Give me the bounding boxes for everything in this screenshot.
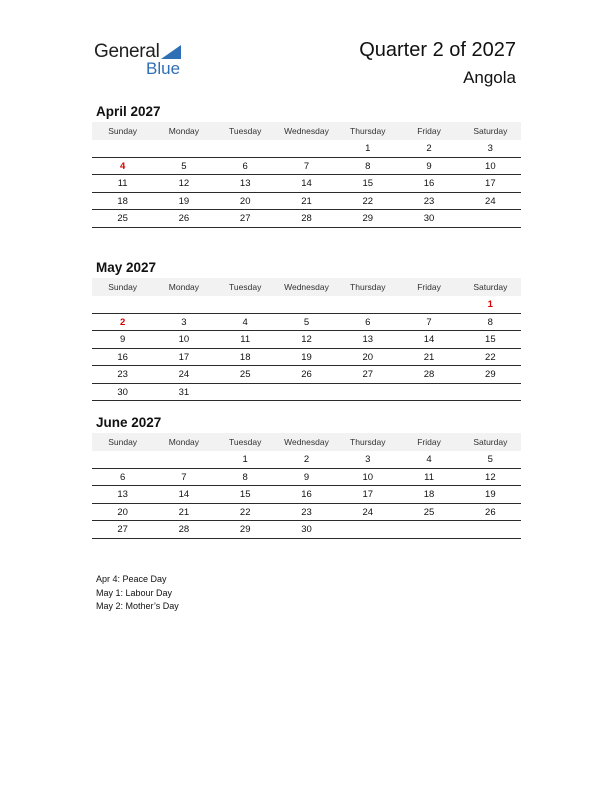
week-row bbox=[92, 193, 521, 211]
day-cell: 17 bbox=[485, 178, 496, 189]
day-cell bbox=[460, 210, 521, 227]
weekday-label: Tuesday bbox=[229, 437, 262, 447]
calendar-grid bbox=[92, 278, 521, 401]
day-cell: 14 bbox=[423, 334, 435, 345]
day-cell: 21 bbox=[301, 195, 312, 207]
day-cell: 10 bbox=[485, 160, 496, 172]
day-cell: 9 bbox=[426, 160, 432, 172]
day-cell: 16 bbox=[301, 489, 312, 500]
day-cell: 11 bbox=[117, 178, 128, 189]
day-cell: 5 bbox=[487, 454, 493, 465]
week-row bbox=[92, 296, 521, 314]
day-cell: 7 bbox=[303, 160, 310, 172]
day-cell: 3 bbox=[365, 454, 371, 465]
day-cell: 7 bbox=[426, 316, 432, 328]
weekday-label: Monday bbox=[168, 437, 200, 447]
calendar-grid bbox=[92, 122, 521, 228]
weekday-label: Friday bbox=[417, 437, 441, 447]
day-cell bbox=[398, 296, 459, 313]
logo-general-text: General bbox=[94, 41, 160, 62]
weekday-label: Friday bbox=[417, 282, 441, 292]
day-cell: 19 bbox=[301, 351, 312, 363]
day-cell: 22 bbox=[485, 351, 496, 363]
day-cell: 20 bbox=[362, 351, 374, 363]
day-cell: 15 bbox=[362, 178, 374, 189]
day-cell: 2 bbox=[426, 143, 432, 154]
day-cell: 24 bbox=[178, 369, 190, 380]
day-cell: 21 bbox=[178, 506, 190, 518]
day-cell: 24 bbox=[362, 506, 374, 518]
week-row bbox=[92, 175, 521, 193]
day-cell: 18 bbox=[423, 489, 435, 500]
day-cell: 4 bbox=[426, 454, 432, 465]
week-row bbox=[92, 349, 521, 367]
day-cell: 1 bbox=[242, 454, 248, 465]
day-cell bbox=[92, 451, 153, 468]
day-cell bbox=[153, 451, 214, 468]
day-cell bbox=[398, 521, 459, 538]
day-cell bbox=[337, 521, 398, 538]
day-cell: 28 bbox=[178, 524, 190, 535]
week-row bbox=[92, 140, 521, 158]
day-cell: 15 bbox=[485, 334, 496, 345]
day-cell bbox=[276, 296, 337, 313]
holiday-note: Apr 4: Peace Day bbox=[96, 574, 167, 584]
weekday-label: Thursday bbox=[350, 282, 386, 292]
day-cell: 25 bbox=[117, 213, 128, 224]
week-row bbox=[92, 314, 521, 332]
day-cell: 13 bbox=[362, 334, 374, 345]
day-cell: 10 bbox=[362, 471, 374, 483]
day-cell: 23 bbox=[301, 506, 312, 518]
day-cell: 12 bbox=[485, 471, 496, 483]
weekday-label: Tuesday bbox=[229, 126, 262, 136]
week-row bbox=[92, 486, 521, 504]
day-cell: 2 bbox=[119, 316, 126, 328]
day-cell: 20 bbox=[239, 195, 251, 207]
day-cell: 3 bbox=[181, 316, 187, 328]
weekday-label: Sunday bbox=[108, 437, 138, 447]
day-cell: 18 bbox=[117, 195, 128, 207]
day-cell: 22 bbox=[362, 195, 374, 207]
day-cell: 9 bbox=[119, 334, 126, 345]
day-cell: 13 bbox=[117, 489, 128, 500]
weekday-header bbox=[92, 122, 521, 140]
day-cell: 24 bbox=[485, 195, 496, 207]
day-cell: 30 bbox=[423, 213, 435, 224]
week-row bbox=[92, 331, 521, 349]
day-cell: 5 bbox=[181, 160, 187, 172]
day-cell bbox=[153, 296, 214, 313]
day-cell: 29 bbox=[485, 369, 496, 380]
day-cell: 7 bbox=[181, 471, 187, 483]
day-cell: 17 bbox=[362, 489, 374, 500]
day-cell bbox=[337, 296, 398, 313]
day-cell: 22 bbox=[239, 506, 251, 518]
weekday-label: Friday bbox=[417, 126, 441, 136]
day-cell: 11 bbox=[240, 334, 251, 345]
day-cell: 13 bbox=[239, 178, 251, 189]
day-cell: 12 bbox=[178, 178, 190, 189]
day-cell: 27 bbox=[362, 369, 374, 380]
month-title: June 2027 bbox=[96, 415, 162, 430]
day-cell: 26 bbox=[178, 213, 190, 224]
weekday-label: Thursday bbox=[350, 126, 386, 136]
day-cell: 30 bbox=[117, 386, 128, 398]
month-title: May 2027 bbox=[96, 260, 157, 275]
day-cell: 27 bbox=[239, 213, 251, 224]
week-row bbox=[92, 521, 521, 539]
day-cell: 4 bbox=[119, 160, 126, 172]
day-cell: 26 bbox=[301, 369, 312, 380]
week-row bbox=[92, 451, 521, 469]
day-cell: 28 bbox=[301, 213, 312, 224]
logo-blue-text: Blue bbox=[146, 59, 181, 78]
day-cell: 23 bbox=[423, 195, 435, 207]
weekday-label: Wednesday bbox=[284, 437, 329, 447]
day-cell: 5 bbox=[303, 316, 310, 328]
day-cell: 26 bbox=[485, 506, 496, 518]
day-cell: 2 bbox=[303, 454, 310, 465]
day-cell: 9 bbox=[303, 471, 310, 483]
week-row bbox=[92, 158, 521, 176]
day-cell: 8 bbox=[365, 160, 371, 172]
weekday-label: Monday bbox=[168, 282, 200, 292]
day-cell bbox=[215, 384, 276, 401]
day-cell: 12 bbox=[301, 334, 312, 345]
day-cell bbox=[460, 521, 521, 538]
week-row bbox=[92, 504, 521, 522]
day-cell: 6 bbox=[119, 471, 126, 483]
day-cell bbox=[215, 296, 276, 313]
weekday-label: Saturday bbox=[473, 437, 508, 447]
day-cell: 6 bbox=[242, 160, 248, 172]
day-cell: 29 bbox=[362, 213, 374, 224]
day-cell: 14 bbox=[178, 489, 190, 500]
day-cell: 25 bbox=[423, 506, 435, 518]
logo-triangle-icon bbox=[161, 45, 181, 59]
weekday-label: Sunday bbox=[108, 282, 138, 292]
day-cell: 1 bbox=[365, 143, 371, 154]
day-cell: 6 bbox=[365, 316, 371, 328]
day-cell: 16 bbox=[117, 351, 128, 363]
day-cell: 18 bbox=[239, 351, 251, 363]
day-cell bbox=[276, 384, 337, 401]
day-cell: 20 bbox=[117, 506, 128, 518]
logo bbox=[94, 41, 194, 81]
weekday-header bbox=[92, 278, 521, 296]
day-cell: 8 bbox=[242, 471, 248, 483]
holiday-note: May 2: Mother’s Day bbox=[96, 601, 179, 611]
day-cell: 19 bbox=[178, 195, 190, 207]
day-cell bbox=[460, 384, 521, 401]
day-cell: 17 bbox=[178, 351, 190, 363]
week-row bbox=[92, 469, 521, 487]
day-cell: 21 bbox=[423, 351, 435, 363]
day-cell: 30 bbox=[301, 524, 312, 535]
week-row bbox=[92, 210, 521, 228]
calendar-grid bbox=[92, 433, 521, 539]
weekday-label: Wednesday bbox=[284, 282, 329, 292]
weekday-label: Saturday bbox=[473, 126, 508, 136]
holiday-notes bbox=[96, 573, 179, 614]
week-row bbox=[92, 366, 521, 384]
weekday-label: Tuesday bbox=[229, 282, 262, 292]
country-name: Angola bbox=[463, 68, 516, 87]
day-cell: 29 bbox=[239, 524, 251, 535]
page-title: Quarter 2 of 2027 bbox=[359, 39, 516, 61]
day-cell: 8 bbox=[487, 316, 493, 328]
day-cell: 28 bbox=[423, 369, 435, 380]
day-cell: 25 bbox=[239, 369, 251, 380]
weekday-label: Wednesday bbox=[284, 126, 329, 136]
day-cell: 1 bbox=[487, 299, 493, 310]
day-cell: 4 bbox=[242, 316, 248, 328]
day-cell: 27 bbox=[117, 524, 128, 535]
day-cell: 23 bbox=[117, 369, 128, 380]
weekday-label: Thursday bbox=[350, 437, 386, 447]
day-cell bbox=[153, 140, 214, 157]
day-cell: 15 bbox=[239, 489, 251, 500]
day-cell bbox=[276, 140, 337, 157]
day-cell: 14 bbox=[301, 178, 312, 189]
day-cell: 10 bbox=[178, 334, 190, 345]
holiday-note: May 1: Labour Day bbox=[96, 587, 173, 598]
day-cell: 3 bbox=[487, 143, 493, 154]
weekday-header bbox=[92, 433, 521, 451]
weekday-label: Monday bbox=[168, 126, 200, 136]
day-cell bbox=[92, 296, 153, 313]
day-cell bbox=[215, 140, 276, 157]
month-title: April 2027 bbox=[96, 104, 161, 119]
day-cell bbox=[92, 140, 153, 157]
day-cell: 31 bbox=[178, 386, 190, 398]
weekday-label: Sunday bbox=[108, 126, 138, 136]
day-cell: 11 bbox=[424, 471, 434, 483]
day-cell: 16 bbox=[423, 178, 435, 189]
week-row bbox=[92, 384, 521, 402]
day-cell bbox=[337, 384, 398, 401]
weekday-label: Saturday bbox=[473, 282, 508, 292]
day-cell bbox=[398, 384, 459, 401]
day-cell: 19 bbox=[485, 489, 496, 500]
